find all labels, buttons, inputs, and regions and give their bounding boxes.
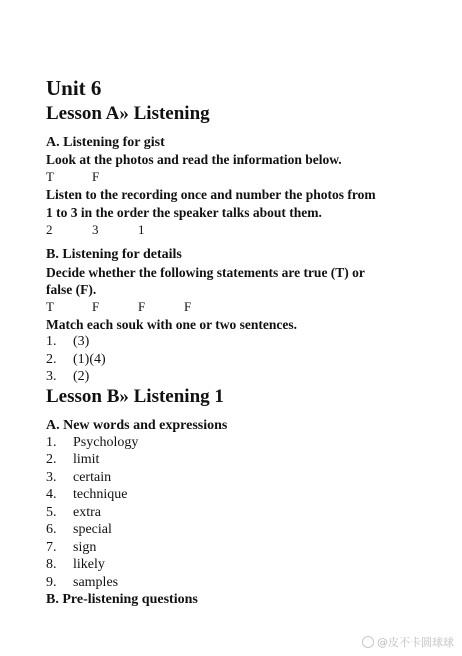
lesson-a-section-b-title: B. Listening for details bbox=[46, 247, 182, 262]
answer-number: 2 bbox=[46, 222, 53, 237]
answer-number: 1 bbox=[138, 222, 145, 237]
answer-tf: F bbox=[138, 299, 146, 314]
lesson-a-title: Lesson A» Listening bbox=[46, 103, 210, 124]
list-item-number: 1. bbox=[46, 334, 57, 349]
lesson-a-section-b-instruction-1-line-2: false (F). bbox=[46, 282, 97, 297]
lesson-a-section-a-title: A. Listening for gist bbox=[46, 135, 165, 150]
list-item-number: 4. bbox=[46, 487, 57, 502]
list-item-number: 1. bbox=[46, 435, 57, 450]
answer-tf: T bbox=[46, 169, 54, 184]
lesson-b-section-b-title: B. Pre-listening questions bbox=[46, 592, 198, 607]
lesson-a-section-b-instruction-2: Match each souk with one or two sentences. bbox=[46, 317, 297, 332]
answer-tf: F bbox=[184, 299, 192, 314]
list-item-number: 2. bbox=[46, 452, 57, 467]
list-item: Psychology bbox=[73, 435, 139, 450]
unit-title: Unit 6 bbox=[46, 76, 102, 100]
lesson-a-section-a-instruction-2-line-2: 1 to 3 in the order the speaker talks about them. bbox=[46, 205, 322, 220]
list-item-number: 6. bbox=[46, 522, 57, 537]
answer-tf: F bbox=[92, 299, 100, 314]
watermark-logo-icon bbox=[362, 636, 374, 648]
list-item: technique bbox=[73, 487, 128, 502]
list-item: samples bbox=[73, 575, 119, 590]
list-item: sign bbox=[73, 540, 97, 555]
list-item-number: 3. bbox=[46, 470, 57, 485]
watermark bbox=[362, 634, 454, 650]
list-item-number: 8. bbox=[46, 557, 57, 572]
list-item: (1)(4) bbox=[73, 352, 106, 367]
list-item: (3) bbox=[73, 334, 90, 349]
list-item-number: 9. bbox=[46, 575, 57, 590]
answer-number: 3 bbox=[92, 222, 99, 237]
answer-tf: F bbox=[92, 169, 100, 184]
list-item: (2) bbox=[73, 369, 90, 384]
lesson-b-section-a-title: A. New words and expressions bbox=[46, 418, 228, 433]
watermark-text: @皮不卡圆球球 bbox=[377, 636, 454, 649]
list-item-number: 2. bbox=[46, 352, 57, 367]
list-item: certain bbox=[73, 470, 112, 485]
list-item-number: 7. bbox=[46, 540, 57, 555]
list-item: limit bbox=[73, 452, 100, 467]
lesson-a-section-b-instruction-1-line-1: Decide whether the following statements are true (T) or bbox=[46, 265, 365, 280]
list-item-number: 5. bbox=[46, 505, 57, 520]
lesson-b-title: Lesson B» Listening 1 bbox=[46, 386, 224, 407]
lesson-a-section-a-instruction-1: Look at the photos and read the information below. bbox=[46, 152, 342, 167]
list-item-number: 3. bbox=[46, 369, 57, 384]
list-item: likely bbox=[73, 557, 105, 572]
answer-tf: T bbox=[46, 299, 54, 314]
list-item: extra bbox=[73, 505, 101, 520]
lesson-a-section-a-instruction-2-line-1: Listen to the recording once and number the photos from bbox=[46, 187, 376, 202]
list-item: special bbox=[73, 522, 112, 537]
